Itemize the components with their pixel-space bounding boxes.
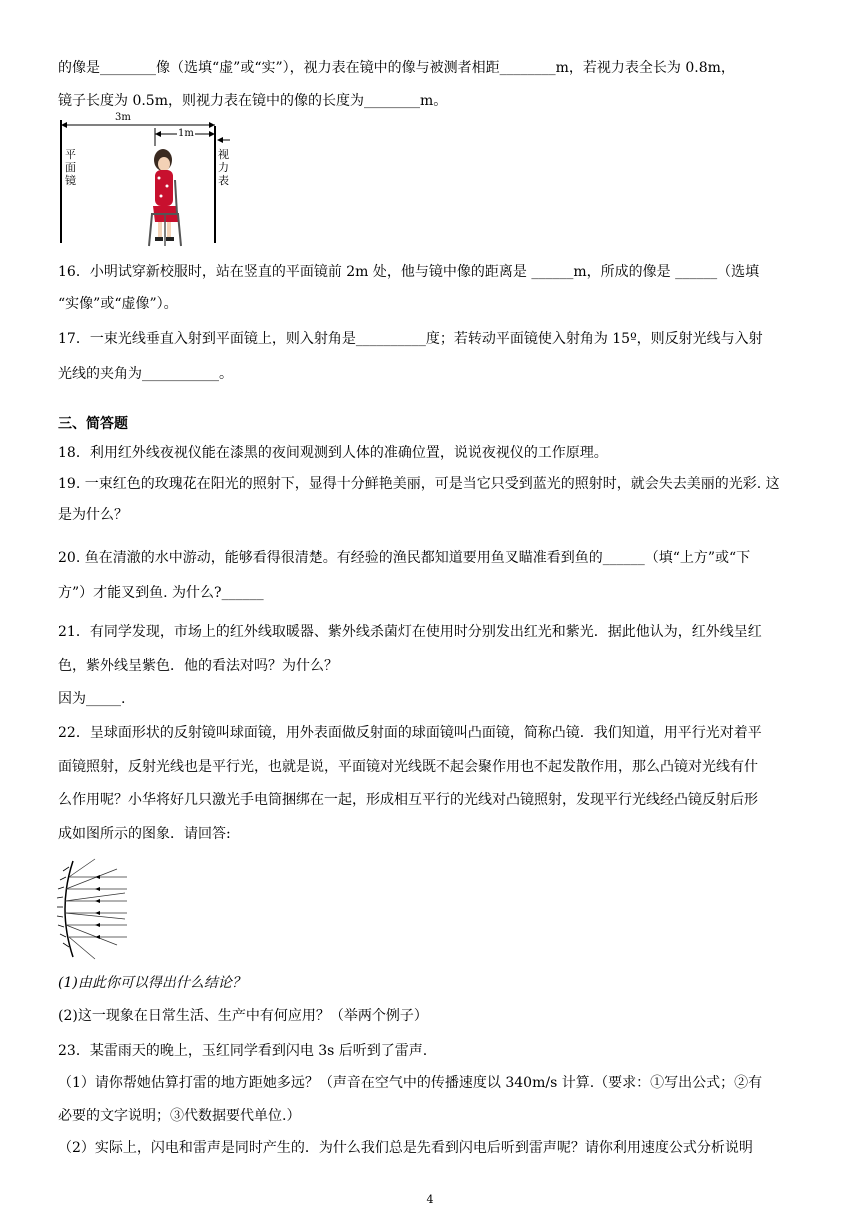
question-22-sub2: (2)这一现象在日常生活、生产中有何应用？（举两个例子） xyxy=(58,1008,428,1024)
question-22-sub1: (1)由此你可以得出什么结论？ xyxy=(58,975,246,991)
question-19: 19. 一束红色的玫瑰花在阳光的照射下，显得十分鲜艳美丽，可是当它只受到蓝光的照射时，就会失去美丽的光彩. 这 xyxy=(58,476,780,492)
text-line: 成如图所示的图象．请回答: xyxy=(58,826,231,842)
question-23-sub1: （1）请你帮她估算打雷的地方距她多远？（声音在空气中的传播速度以 340m/s 计算.（要求：①写出公式；②有 xyxy=(58,1075,763,1091)
convex-mirror-figure xyxy=(55,857,135,962)
mirror-label: 平面镜 xyxy=(65,148,76,187)
eye-test-figure xyxy=(55,112,235,253)
label-1m: 1m xyxy=(178,128,194,139)
girl-on-chair-illustration xyxy=(149,149,181,246)
text-line: 光线的夹角为___________。 xyxy=(58,366,233,382)
question-23-sub2: （2）实际上，闪电和雷声是同时产生的．为什么我们总是先看到闪电后听到雷声呢？请你利用速度公式分析说明 xyxy=(58,1140,753,1156)
convex-mirror-diagram-svg xyxy=(55,857,135,962)
question-16: 16．小明试穿新校服时，站在竖直的平面镜前 2m 处，他与镜中像的距离是 ______m，所成的像是 ______（选填 xyxy=(58,264,760,280)
text-line: 是为什么？ xyxy=(58,507,128,523)
text-line: 方”）才能叉到鱼. 为什么?______ xyxy=(58,585,264,601)
question-18: 18．利用红外线夜视仪能在漆黑的夜间观测到人体的准确位置，说说夜视仪的工作原理。 xyxy=(58,445,608,461)
question-20: 20. 鱼在清澈的水中游动，能够看得很清楚。有经验的渔民都知道要用鱼叉瞄准看到鱼的______（填“上方”或“下 xyxy=(58,550,751,566)
text-line: 面镜照射，反射光线也是平行光，也就是说，平面镜对光线既不起会聚作用也不起发散作用，那么凸镜对光线有什 xyxy=(58,759,758,775)
page-number: 4 xyxy=(426,1193,434,1206)
text-line: 色，紫外线呈紫色．他的看法对吗？为什么？ xyxy=(58,658,338,674)
chart-label: 视力表 xyxy=(218,148,229,187)
question-22: 22．呈球面形状的反射镜叫球面镜，用外表面做反射面的球面镜叫凸面镜，简称凸镜．我们知道，用平行光对着平 xyxy=(58,725,762,741)
question-23: 23．某雷雨天的晚上，玉红同学看到闪电 3s 后听到了雷声. xyxy=(58,1043,428,1059)
eye-test-diagram-svg xyxy=(55,118,235,253)
text-line: 必要的文字说明；③代数据要代单位.） xyxy=(58,1108,301,1124)
question-21: 21．有同学发现，市场上的红外线取暖器、紫外线杀菌灯在使用时分别发出红光和紫光．据此他认为，红外线呈红 xyxy=(58,624,762,640)
text-line: 镜子长度为 0.5m，则视力表在镜中的像的长度为________m。 xyxy=(58,93,448,109)
label-3m: 3m xyxy=(115,112,131,123)
text-line: “实像”或“虚像”）。 xyxy=(58,296,178,312)
text-line: 的像是________像（选填“虚”或“实”），视力表在镜中的像与被测者相距________m，若视力表全长为 0.8m， xyxy=(58,60,735,76)
text-line: 因为_____. xyxy=(58,691,126,707)
question-17: 17．一束光线垂直入射到平面镜上，则入射角是__________度；若转动平面镜使入射角为 15º，则反射光线与入射 xyxy=(58,331,763,347)
section-heading: 三、简答题 xyxy=(58,416,128,432)
text-line: 么作用呢？小华将好几只激光手电筒捆绑在一起，形成相互平行的光线对凸镜照射，发现平行光线经凸镜反射后形 xyxy=(58,792,758,808)
